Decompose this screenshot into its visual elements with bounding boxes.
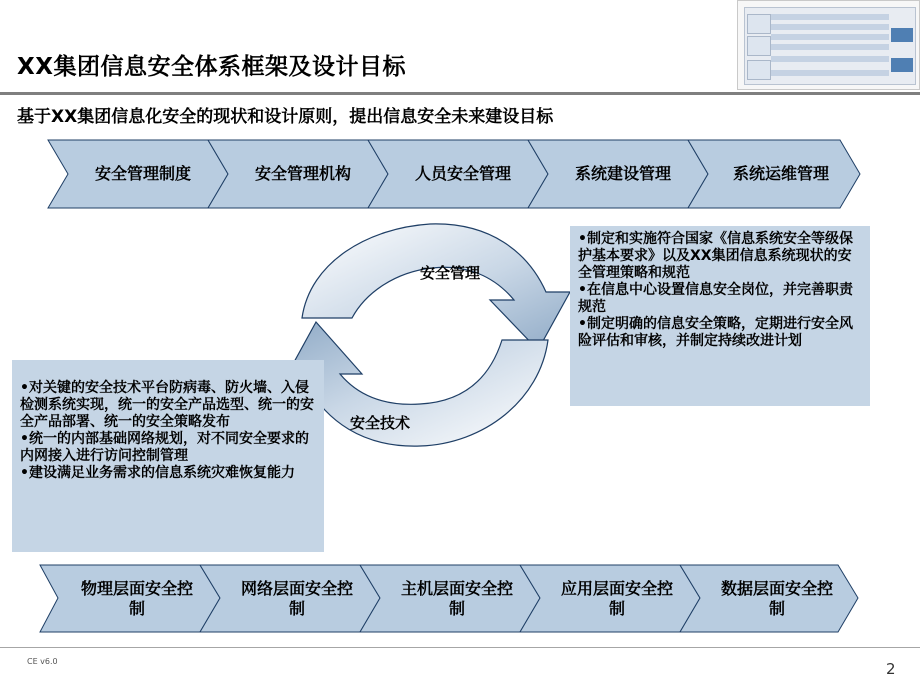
top-chevron-3-label: 人员安全管理	[414, 164, 511, 183]
technology-goal-1: •对关键的安全技术平台防病毒、防火墙、入侵检测系统实现，统一的安全产品选型、统一的安全产品部署、统一的安全策略发布	[20, 380, 314, 430]
top-chevron-2-label: 安全管理机构	[254, 164, 351, 183]
technology-cycle-label: 安全技术	[350, 414, 411, 432]
technology-goal-3: •建设满足业务需求的信息系统灾难恢复能力	[20, 465, 295, 481]
top-chevron-4-label: 系统建设管理	[574, 164, 671, 183]
footer-divider	[0, 647, 920, 648]
bottom-chevron-3-label: 主机层面安全控制	[400, 578, 513, 618]
page-number: 2	[886, 660, 896, 678]
technology-goals-box	[12, 360, 324, 552]
bottom-chevron-2-label: 网络层面安全控制	[240, 578, 353, 618]
top-chevron-5-label: 系统运维管理	[732, 164, 829, 183]
management-goal-2: •在信息中心设置信息安全岗位，并完善职责规范	[578, 282, 853, 315]
management-cycle-label: 安全管理	[420, 264, 481, 282]
technology-goal-2: •统一的内部基础网络规划，对不同安全要求的内网接入进行访问控制管理	[20, 431, 309, 464]
page-title: XX集团信息安全体系框架及设计目标	[17, 54, 406, 80]
footer-version: CE v6.0	[27, 657, 58, 666]
management-cycle-arrow	[302, 224, 570, 350]
page-subtitle: 基于XX集团信息化安全的现状和设计原则，提出信息安全未来建设目标	[17, 107, 554, 127]
bottom-chevron-4-label: 应用层面安全控制	[560, 578, 673, 618]
management-goal-1: •制定和实施符合国家《信息系统安全等级保护基本要求》以及XX集团信息系统现状的安全管理策略和规范	[578, 231, 853, 281]
bottom-chevron-5-label: 数据层面安全控制	[720, 578, 833, 618]
top-chevron-1-label: 安全管理制度	[94, 164, 191, 183]
management-goal-3: •制定明确的信息安全策略，定期进行安全风险评估和审核，并制定持续改进计划	[578, 316, 853, 349]
bottom-chevron-1-label: 物理层面安全控制	[80, 578, 193, 618]
management-goals-box	[570, 226, 870, 406]
